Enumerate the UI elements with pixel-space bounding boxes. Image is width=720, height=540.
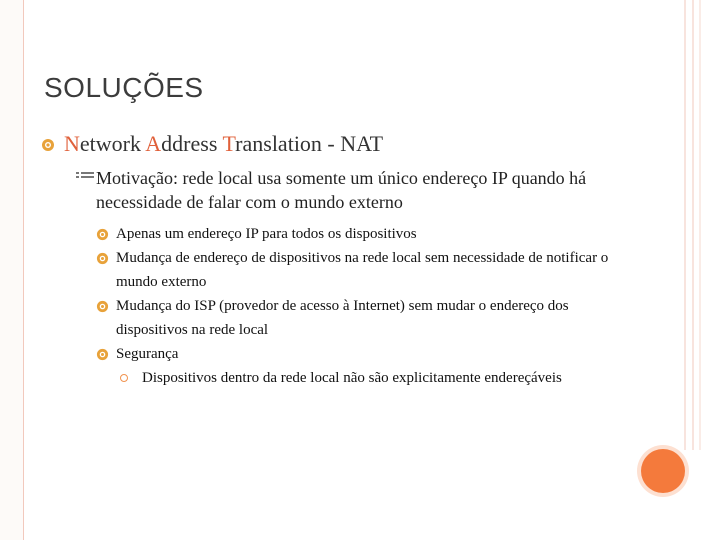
slide-title: SOLUÇÕES bbox=[44, 72, 204, 103]
sun-bullet-icon bbox=[96, 348, 109, 361]
list-item: Mudança de endereço de dispositivos na rede local sem necessidade de notificar o mundo externo bbox=[96, 246, 636, 294]
sun-bullet-icon bbox=[96, 252, 109, 265]
list-item: Mudança do ISP (provedor de acesso à Internet) sem mudar o endereço dos dispositivos na rede local bbox=[96, 294, 636, 342]
ring-bullet-icon bbox=[120, 374, 128, 382]
decorative-orange-circle bbox=[641, 449, 685, 493]
sun-bullet-icon bbox=[96, 228, 109, 241]
motivation-text: Motivação: rede local usa somente um único endereço IP quando há necessidade de falar com o mundo externo bbox=[96, 168, 587, 212]
points-list bbox=[96, 222, 636, 366]
sun-bullet-icon bbox=[41, 138, 55, 152]
list-item: Segurança bbox=[96, 342, 636, 366]
list-item: Apenas um endereço IP para todos os dispositivos bbox=[96, 222, 636, 246]
sub-points-list bbox=[118, 366, 578, 390]
decorative-vertical-lines bbox=[683, 0, 720, 450]
sun-bullet-icon bbox=[96, 300, 109, 313]
dash-bullet-icon bbox=[76, 172, 94, 182]
left-frame-border bbox=[0, 0, 24, 540]
list-item: Dispositivos dentro da rede local não são explicitamente endereçáveis bbox=[118, 366, 578, 390]
heading-nat: Network Address Translation - NAT bbox=[64, 131, 384, 156]
